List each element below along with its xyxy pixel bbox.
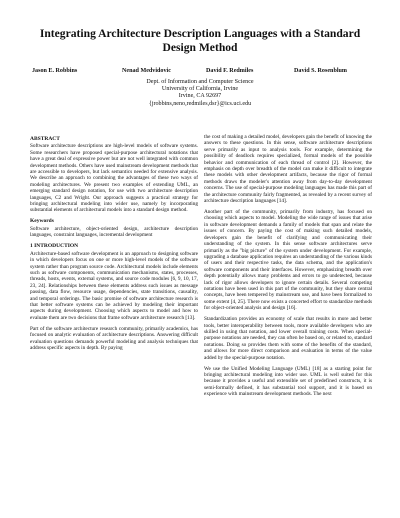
keywords-text: Software architecture, object-oriented design, architecture description languages, constraint languages, incremental development (30, 225, 198, 239)
body-paragraph: the cost of making a detailed model, developers gain the benefit of knowing the answers to these questions. In this sense, software architecture descriptions serve primarily as input to analysis tools. For example, determining the possibility of deadlock requires specialized, formal models of the possible behavior and communication of each thread of control [2]. However, the emphasis on depth over breadth of the model can make it difficult to integrate these models with other development artifacts, because the rigor of formal methods draws the modeler's attention away from day-to-day development concerns. The use of special-purpose modeling languages has made this part of the architecture community fairly fragmented, as revealed by a recent survey of architecture description languages [14]. (204, 134, 372, 205)
left-column (30, 136, 198, 356)
section-heading-introduction: 1 INTRODUCTION (30, 243, 79, 250)
paper-title: Integrating Architecture Description Languages with a Standard Design Method (39, 27, 361, 54)
keywords-heading: Keywords (30, 218, 54, 225)
affiliation-block (60, 79, 340, 108)
affiliation-dept: Dept. of Information and Computer Science (146, 79, 254, 85)
author-name: Jason E. Robbins (32, 68, 78, 74)
body-paragraph: Part of the software architecture research community, primarily academics, has focused on analytic evaluation of architecture descriptions. Answering difficult evaluation questions demands powerful modeling and analysis techniques that address specific aspects in depth. By paying (30, 325, 198, 351)
right-column (204, 134, 372, 402)
body-paragraph: Architecture-based software development is an approach to designing software in which developers focus on one or more high-level models of the software system rather than program source code. Architectural models include elements such as software components, communication mechanisms, states, processes, threads, hosts, events, external systems, and source code modules [6, 9, 10, 17, 23, 24]. Relationships between these elements address such issues as message passing, data flow, resource usage, dependencies, state transitions, causality, and temporal orderings. The basic promise of software architecture research is that better software systems can be achieved by modeling their important aspects during development. Choosing which aspects to model and how to evaluate them are two decisions that frame software architecture research [13]. (30, 250, 198, 321)
body-paragraph: Standardization provides an economy of scale that results in more and better tools, better interoperability between tools, more available developers who are skilled in using that notation, and lower overall training costs. When special-purpose notations are needed, they can often be based on, or related to, standard notations. Doing so provides them with some of the benefits of the standard, and allows for more direct comparison and evaluation in terms of the value added by the special-purpose notation. (204, 316, 372, 361)
author-list (30, 68, 370, 78)
affiliation-email: {jrobbins,neno,redmiles,dsr}@ics.uci.edu (148, 100, 252, 107)
author-name: David S. Rosenblum (294, 68, 347, 74)
affiliation-city: Irvine, CA 92697 (178, 93, 222, 100)
body-paragraph: Another part of the community, primarily from industry, has focused on choosing which aspects to model. Modeling the wide range of issues that arise in software development demands a family of models that span and relate the issues of concern. By paying the cost of making such detailed models, developers gain the benefit of clarifying and communicating their understanding of the system. In this sense software architectures serve primarily as the "big picture" of the system under development. For example, upgrading a database application requires an understanding of the various kinds of users and their respective tasks, the data schema, and the application's software components and their interfaces. However, emphasizing breadth over depth potentially allows many problems and errors to go undetected, because lack of rigor allows developers to ignore certain details. Several competing notations have been used in this part of the community, but they share central concepts, have been tempered by mainstream use, and have been formalized to some extent [4, 25]. There now exists a concerted effort to standardize methods for object-oriented analysis and design [16]. (204, 209, 372, 312)
abstract-heading: ABSTRACT (30, 136, 60, 142)
abstract-text: Software architecture descriptions are high-level models of software systems. Some researchers have proposed special-purpose architectural notations that have a great deal of expressive power but are not well integrated with common development methods. Others have used mainstream development methods that are accessible to developers, but lack semantics needed for extensive analysis. We describe an approach to combining the advantages of these two ways of modeling architectures. We present two examples of extending UML, an emerging standard design notation, for use with two architecture description languages, C2 and Wright. Our approach suggests a practical strategy for bringing architectural modeling into wider use, namely by incorporating substantial elements of architectural models into a standard design method. (30, 143, 198, 214)
author-name: Nenad Medvidovic (122, 68, 171, 74)
affiliation-university: University of California, Irvine (161, 86, 239, 93)
body-paragraph: We use the Unified Modeling Language (UML) [18] as a starting point for bringing architectural modeling into wider use. UML is well suited for this because it provides a useful and extensible set of predefined constructs, it is semi-formally defined, it has substantial tool support, and it is based on experience with mainstream development methods. The next (204, 365, 372, 398)
author-name: David F. Redmiles (206, 68, 254, 74)
